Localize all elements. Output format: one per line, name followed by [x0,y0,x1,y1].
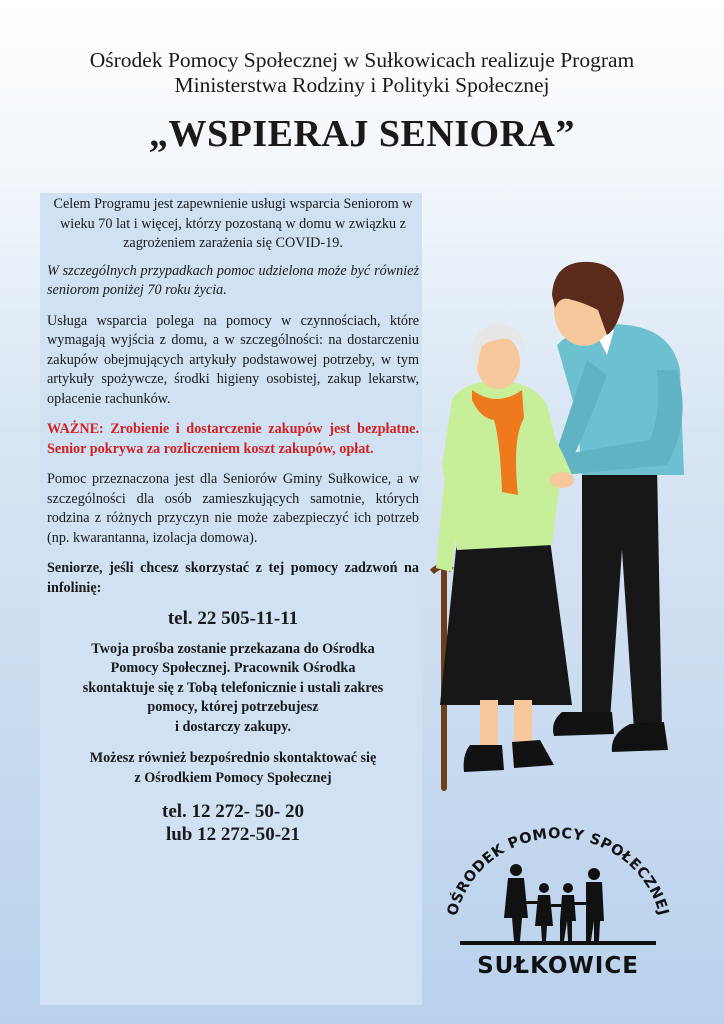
forward-line: i dostarczy zakupy. [174,718,291,735]
page-title: „WSPIERAJ SENIORA” [148,113,576,155]
forward-line: Pomocy Społecznej. Pracownik Ośrodka [110,660,356,676]
holding-hands [550,472,574,488]
office-phone-2: lub 12 272-50-21 [165,824,301,845]
logo-baseline [460,941,656,945]
direct-contact-paragraph [47,749,419,788]
forward-line: Twoja prośba zostanie przekazana do Ośrodka [91,640,375,657]
office-phone-1: tel. 12 272- 50- 20 [162,801,304,822]
forward-line: pomocy, której potrzebujesz [147,699,319,715]
service-paragraph: Usługa wsparcia polega na pomocy w czynnościach, które wymagają wyjścia z domu, a w szczególności: na dostarczeniu zakupów obejmujących artykuły podstawowej potrzeby, w tym artykuły spożywcze, środki higieny osobistej, zakup lekarstw, opłacenie rachunków. [47,312,419,407]
woman-shoe-left [464,745,504,772]
woman-skirt [440,540,572,705]
text-column [47,195,419,846]
man-left-shoe [553,712,614,736]
osrodek-logo [432,826,684,986]
infoline-phone: tel. 22 505-11-11 [167,608,299,629]
woman-shoe-right [512,740,554,768]
important-notice: WAŻNE: Zrobienie i dostarczenie zakupów jest bezpłatne. Senior pokrywa za rozliczeniem koszt zakupów, opłat. [47,421,419,457]
logo-bottom-text: SUŁKOWICE [477,953,639,979]
header [0,48,724,98]
direct-line: Możesz również bezpośrednio skontaktować się [89,750,377,766]
logo-arc-text: OŚRODEK POMOCY SPOŁECZNEJ [444,826,672,918]
caregiver-senior-illustration [422,250,702,800]
man-right-shoe [612,722,668,752]
intro-paragraph: Celem Programu jest zapewnienie usługi wsparcia Seniorom w wieku 70 lat i więcej, którzy pozostaną w domu w związku z zagrożeniem zarażenia się COVID-19. [53,196,413,251]
forward-paragraph [47,640,419,738]
forward-line: skontaktuje się z Tobą telefonicznie i ustali zakres [82,679,384,696]
header-line-1: Ośrodek Pomocy Społecznej w Sułkowicach realizuje Program [89,48,635,72]
call-paragraph: Seniorze, jeśli chcesz skorzystać z tej pomocy zadzwoń na infolinię: [47,560,419,596]
header-line-2: Ministerstwa Rodziny i Polityki Społecznej [174,73,550,97]
special-case-paragraph: W szczególnych przypadkach pomoc udzielona może być również seniorom poniżej 70 roku życia. [47,262,419,298]
direct-line: z Ośrodkiem Pomocy Społecznej [134,769,332,786]
family-silhouette-icon [504,864,604,941]
man-trousers [582,465,662,730]
target-paragraph: Pomoc przeznaczona jest dla Seniorów Gminy Sułkowice, a w szczególności dla osób zamieszkujących samotnie, których rodzina z różnych przyczyn nie może zabezpieczyć ich potrzeb (np. kwarantanna, izolacja domowa). [47,471,419,546]
